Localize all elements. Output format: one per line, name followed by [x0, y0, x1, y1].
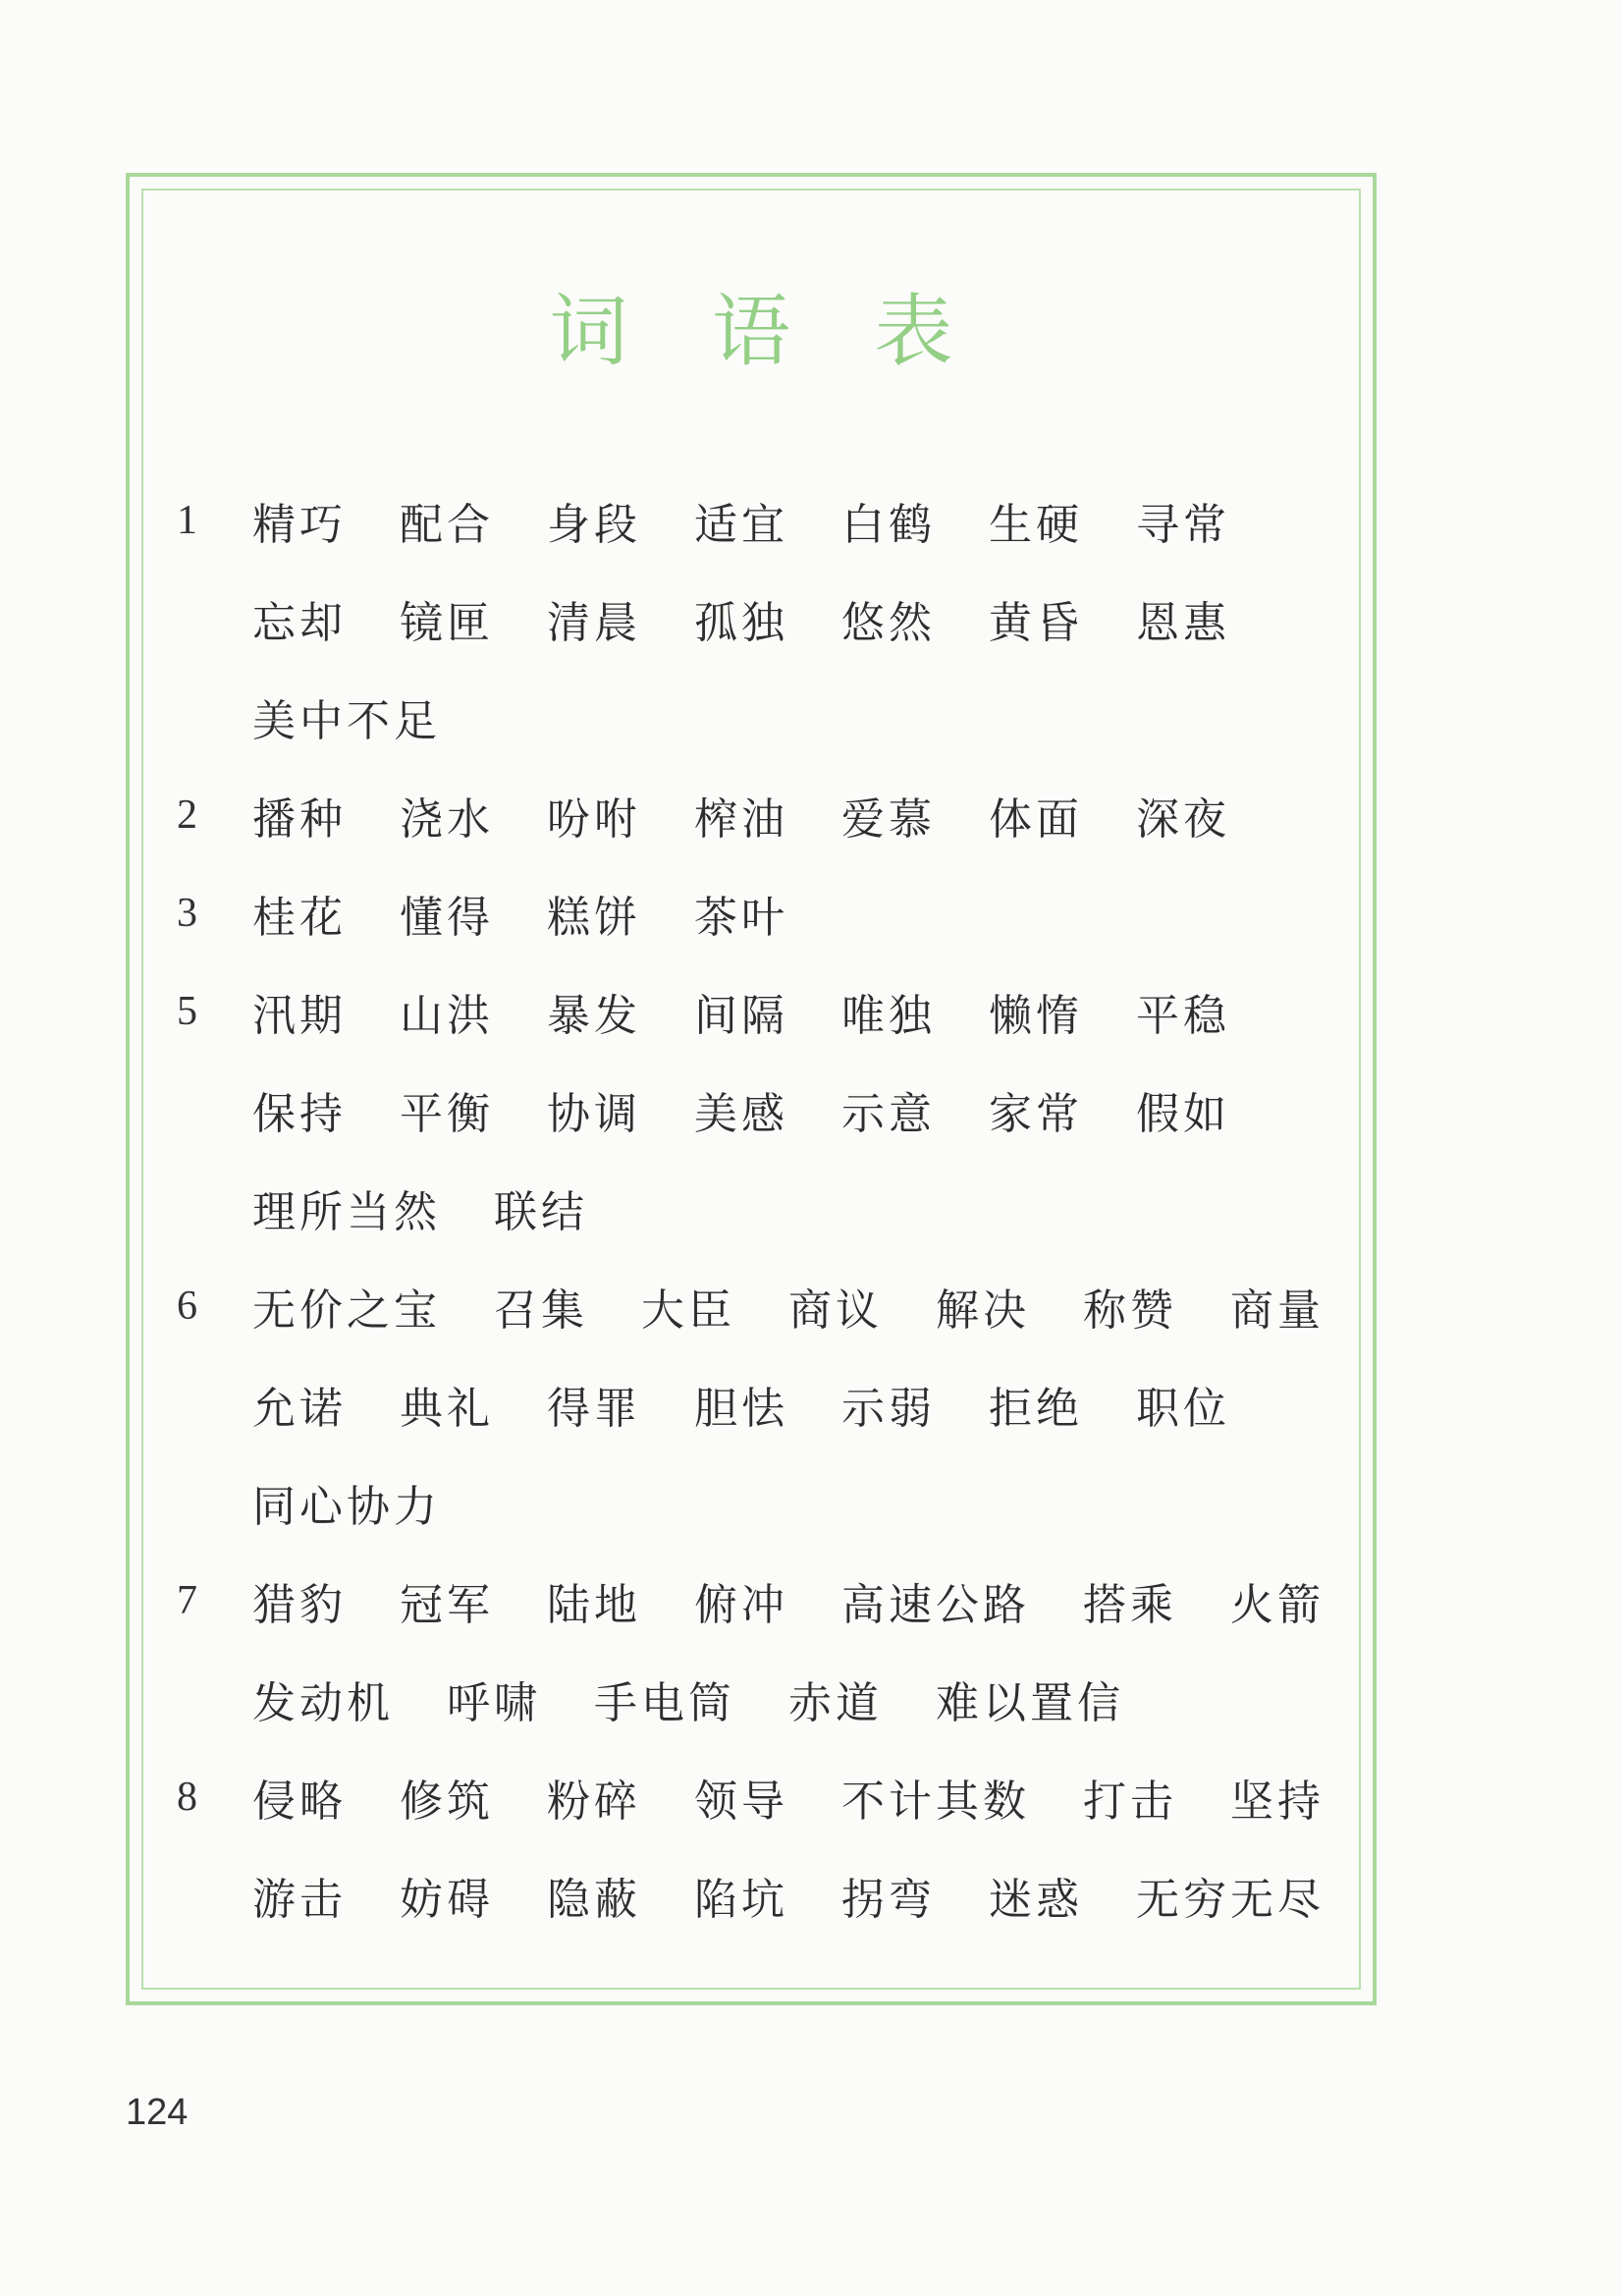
vocabulary-word: 火箭 [1230, 1580, 1325, 1630]
word-line [252, 570, 1373, 668]
vocabulary-word: 体面 [989, 794, 1083, 845]
word-line [252, 668, 1373, 766]
vocabulary-word: 迷惑 [989, 1875, 1083, 1925]
vocabulary-word: 示弱 [841, 1384, 936, 1434]
lesson-block [130, 1257, 1373, 1552]
vocabulary-word: 协调 [547, 1089, 641, 1139]
vocabulary-word: 赤道 [788, 1678, 883, 1728]
vocabulary-word: 平稳 [1136, 991, 1230, 1041]
lesson-word-lines [252, 471, 1373, 766]
lesson-word-lines [252, 1257, 1373, 1552]
word-line [252, 1748, 1373, 1846]
word-line [252, 962, 1373, 1061]
vocabulary-word: 高速公路 [841, 1580, 1030, 1630]
vocabulary-word: 商议 [788, 1285, 883, 1336]
vocabulary-word: 身段 [547, 500, 641, 550]
vocabulary-word: 难以置信 [936, 1678, 1124, 1728]
vocabulary-word: 搭乘 [1083, 1580, 1177, 1630]
vocabulary-word: 职位 [1136, 1384, 1230, 1434]
vocabulary-word: 假如 [1136, 1089, 1230, 1139]
lesson-block [130, 1748, 1373, 1944]
vocabulary-word: 发动机 [252, 1678, 394, 1728]
word-line [252, 471, 1373, 570]
lesson-number: 3 [177, 891, 197, 936]
vocabulary-word: 侵略 [252, 1777, 347, 1827]
vocabulary-word: 山洪 [400, 991, 494, 1041]
vocabulary-word: 忘却 [252, 598, 347, 648]
vocabulary-word: 领导 [694, 1777, 788, 1827]
vocabulary-word: 白鹤 [841, 500, 936, 550]
vocabulary-word: 保持 [252, 1089, 347, 1139]
vocabulary-word: 大臣 [641, 1285, 735, 1336]
vocabulary-word: 恩惠 [1136, 598, 1230, 648]
vocabulary-word: 深夜 [1136, 794, 1230, 845]
vocabulary-word: 暴发 [547, 991, 641, 1041]
lesson-list [130, 471, 1373, 1944]
word-line [252, 1650, 1373, 1748]
vocabulary-word: 商量 [1230, 1285, 1325, 1336]
vocabulary-word: 拐弯 [841, 1875, 936, 1925]
vocabulary-word: 懒惰 [989, 991, 1083, 1041]
vocabulary-word: 理所当然 [252, 1187, 441, 1237]
lesson-block [130, 766, 1373, 864]
vocabulary-word: 称赞 [1083, 1285, 1177, 1336]
lesson-block [130, 864, 1373, 962]
vocabulary-word: 冠军 [400, 1580, 494, 1630]
vocabulary-word: 允诺 [252, 1384, 347, 1434]
vocabulary-word: 解决 [936, 1285, 1030, 1336]
word-line [252, 1257, 1373, 1355]
word-line [252, 766, 1373, 864]
vocabulary-word: 黄昏 [989, 598, 1083, 648]
vocabulary-frame [126, 173, 1377, 2005]
lesson-word-lines [252, 766, 1373, 864]
vocabulary-word: 镜匣 [400, 598, 494, 648]
vocabulary-word: 糕饼 [547, 893, 641, 943]
vocabulary-word: 俯冲 [694, 1580, 788, 1630]
vocabulary-word: 懂得 [400, 893, 494, 943]
vocabulary-word: 唯独 [841, 991, 936, 1041]
lesson-block [130, 962, 1373, 1257]
vocabulary-word: 浇水 [400, 794, 494, 845]
vocabulary-word: 悠然 [841, 598, 936, 648]
vocabulary-word: 胆怯 [694, 1384, 788, 1434]
vocabulary-word: 美感 [694, 1089, 788, 1139]
vocabulary-word: 无价之宝 [252, 1285, 441, 1336]
vocabulary-word: 陆地 [547, 1580, 641, 1630]
lesson-number: 6 [177, 1284, 197, 1329]
vocabulary-word: 隐蔽 [547, 1875, 641, 1925]
lesson-word-lines [252, 864, 1373, 962]
word-line [252, 864, 1373, 962]
word-line [252, 1061, 1373, 1159]
vocabulary-word: 清晨 [547, 598, 641, 648]
vocabulary-word: 生硬 [989, 500, 1083, 550]
lesson-number: 1 [177, 498, 197, 543]
vocabulary-word: 间隔 [694, 991, 788, 1041]
vocabulary-word: 呼啸 [447, 1678, 541, 1728]
vocabulary-word: 妨碍 [400, 1875, 494, 1925]
lesson-block [130, 471, 1373, 766]
vocabulary-word: 配合 [400, 500, 494, 550]
word-line [252, 1159, 1373, 1257]
lesson-word-lines [252, 962, 1373, 1257]
vocabulary-word: 无穷无尽 [1136, 1875, 1325, 1925]
vocabulary-word: 家常 [989, 1089, 1083, 1139]
lesson-number: 8 [177, 1775, 197, 1820]
vocabulary-word: 打击 [1083, 1777, 1177, 1827]
vocabulary-word: 游击 [252, 1875, 347, 1925]
vocabulary-word: 美中不足 [252, 696, 441, 746]
lesson-number: 5 [177, 989, 197, 1034]
vocabulary-word: 汛期 [252, 991, 347, 1041]
vocabulary-word: 寻常 [1136, 500, 1230, 550]
vocabulary-word: 精巧 [252, 500, 347, 550]
lesson-word-lines [252, 1552, 1373, 1748]
vocabulary-word: 得罪 [547, 1384, 641, 1434]
lesson-number: 2 [177, 793, 197, 838]
vocabulary-word: 示意 [841, 1089, 936, 1139]
vocabulary-word: 同心协力 [252, 1482, 441, 1532]
word-line [252, 1453, 1373, 1552]
vocabulary-word: 平衡 [400, 1089, 494, 1139]
vocabulary-word: 联结 [494, 1187, 588, 1237]
word-line [252, 1846, 1373, 1944]
vocabulary-word: 茶叶 [694, 893, 788, 943]
word-line [252, 1552, 1373, 1650]
vocabulary-word: 吩咐 [547, 794, 641, 845]
lesson-word-lines [252, 1748, 1373, 1944]
vocabulary-word: 拒绝 [989, 1384, 1083, 1434]
vocabulary-word: 粉碎 [547, 1777, 641, 1827]
vocabulary-word: 桂花 [252, 893, 347, 943]
vocabulary-word: 榨油 [694, 794, 788, 845]
vocabulary-word: 不计其数 [841, 1777, 1030, 1827]
vocabulary-word: 播种 [252, 794, 347, 845]
vocabulary-word: 修筑 [400, 1777, 494, 1827]
lesson-block [130, 1552, 1373, 1748]
vocabulary-word: 猎豹 [252, 1580, 347, 1630]
vocabulary-word: 坚持 [1230, 1777, 1325, 1827]
vocabulary-word: 典礼 [400, 1384, 494, 1434]
page-number: 124 [126, 2092, 189, 2133]
word-line [252, 1355, 1373, 1453]
vocabulary-word: 手电筒 [594, 1678, 735, 1728]
vocabulary-word: 孤独 [694, 598, 788, 648]
vocabulary-word: 召集 [494, 1285, 588, 1336]
vocabulary-word: 陷坑 [694, 1875, 788, 1925]
lesson-number: 7 [177, 1578, 197, 1623]
vocabulary-word: 爱慕 [841, 794, 936, 845]
page-title: 词 语 表 [549, 286, 983, 377]
vocabulary-word: 适宜 [694, 500, 788, 550]
